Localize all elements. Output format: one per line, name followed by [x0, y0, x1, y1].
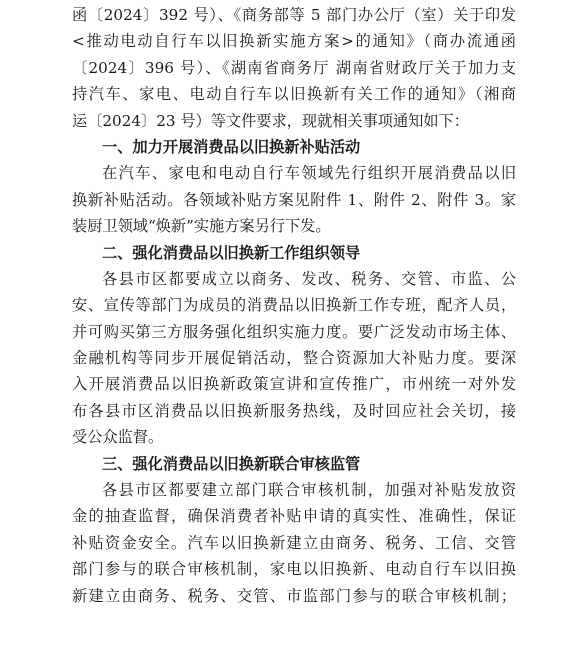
intro-paragraph	[72, 2, 516, 134]
paragraph-line: 在汽车、家电和电动自行车领域先行组织开展消费品以旧	[102, 164, 516, 183]
paragraph-line: 持汽车、家电、电动自行车以旧换新有关工作的通知》（湘商	[72, 85, 516, 104]
paragraph-line: 换新补贴活动。各领域补贴方案见附件 1、附件 2、附件 3。家	[72, 190, 516, 209]
paragraph-line: 金融机构等同步开展促销活动，整合资源加大补贴力度。要深	[72, 349, 516, 368]
section-heading-3: 三、强化消费品以旧换新联合审核监管	[102, 454, 361, 473]
paragraph-line: <推动电动自行车以旧换新实施方案>的通知》（商办流通函	[72, 32, 516, 51]
section-1-paragraph	[72, 160, 516, 239]
paragraph-line: 并可购买第三方服务强化组织实施力度。要广泛发动市场主体、	[72, 322, 516, 341]
paragraph-line: 新建立由商务、税务、交管、市监部门参与的联合审核机制；	[72, 586, 516, 605]
section-2-paragraph	[72, 266, 516, 451]
paragraph-line: 布各县市区消费品以旧换新服务热线，及时回应社会关切，接	[72, 401, 516, 420]
paragraph-line: 金的抽查监督，确保消费者补贴申请的真实性、准确性，保证	[72, 507, 516, 526]
paragraph-line: 受公众监督。	[72, 428, 164, 447]
paragraph-line: 运〔2024〕23 号）等文件要求，现就相关事项通知如下：	[72, 111, 469, 130]
section-3-paragraph	[72, 477, 516, 609]
paragraph-line: 函〔2024〕392 号）、《商务部等 5 部门办公厅（室）关于印发	[72, 6, 516, 24]
paragraph-line: 装厨卫领域“焕新”实施方案另行下发。	[72, 217, 331, 236]
paragraph-line: 补贴资金安全。汽车以旧换新建立由商务、税务、工信、交管	[72, 533, 516, 552]
paragraph-line: 部门参与的联合审核机制，家电以旧换新、电动自行车以旧换	[72, 560, 516, 579]
section-heading-2: 二、强化消费品以旧换新工作组织领导	[102, 243, 361, 262]
paragraph-line: 各县市区都要建立部门联合审核机制，加强对补贴发放资	[102, 481, 516, 500]
section-heading-1: 一、加力开展消费品以旧换新补贴活动	[102, 137, 361, 156]
paragraph-line: 各县市区都要成立以商务、发改、税务、交管、市监、公	[102, 269, 516, 288]
paragraph-line: 安、宣传等部门为成员的消费品以旧换新工作专班，配齐人员，	[72, 296, 516, 315]
paragraph-line: 入开展消费品以旧换新政策宣讲和宣传推广，市州统一对外发	[72, 375, 516, 394]
paragraph-line: 〔2024〕396 号）、《湖南省商务厅 湖南省财政厅关于加力支	[72, 58, 516, 77]
